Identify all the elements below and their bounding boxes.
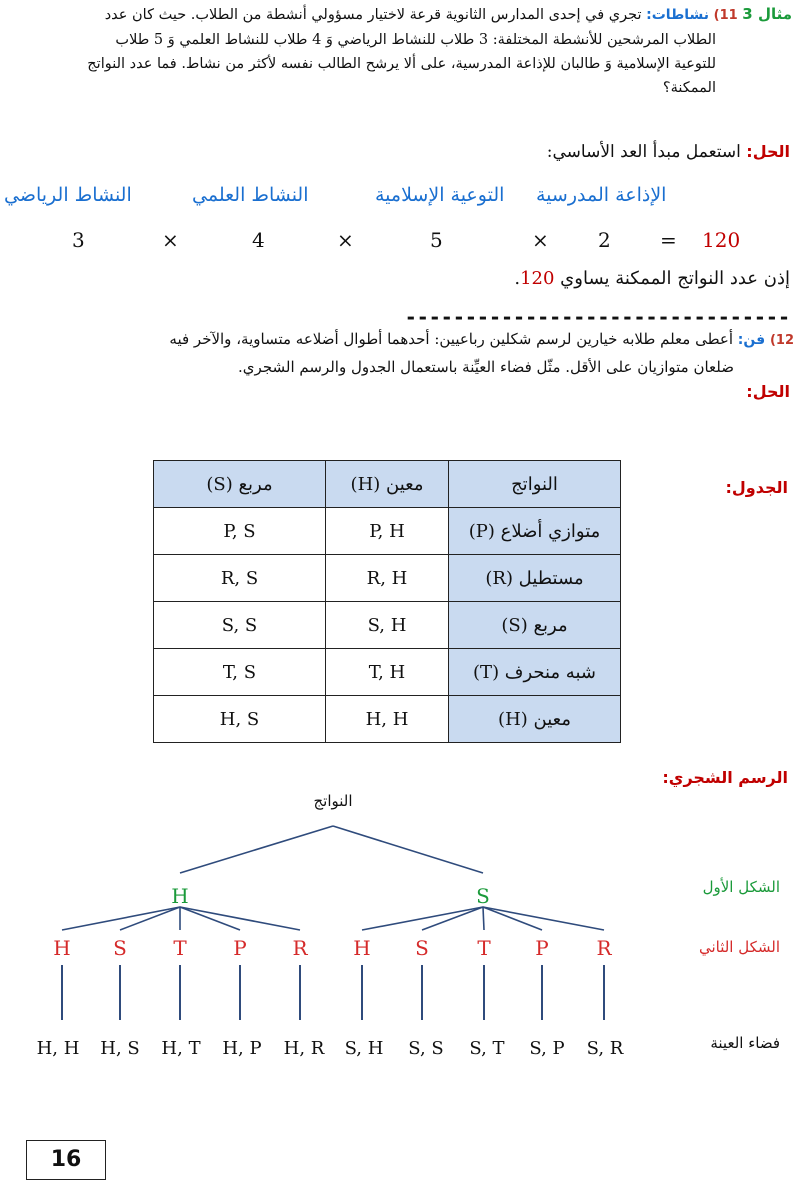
tree-edge (362, 907, 483, 930)
separator: -------------------------------- (404, 305, 790, 329)
table-cell: P, S (154, 508, 326, 555)
tree-node-second: S (113, 936, 127, 960)
tree-root: النواتج (313, 792, 353, 810)
tree-edge (333, 826, 483, 873)
table-cell: H, S (154, 696, 326, 743)
table-header: معين (H) (326, 461, 449, 508)
exercise-number: 12) (769, 333, 794, 348)
category-label: التوعية الإسلامية (375, 184, 505, 206)
table-cell: متوازي أضلاع (P) (449, 508, 621, 555)
tree-edge (180, 826, 333, 873)
table-cell: R, S (154, 555, 326, 602)
first-level-label: الشكل الأول (702, 878, 780, 896)
solution-text: استعمل مبدأ العد الأساسي: (546, 142, 741, 162)
calc-number: 2 (598, 228, 611, 252)
problem-text: للتوعية الإسلامية وَ طالبان للإذاعة المدرسية، على ألا يرشح الطالب نفسه لأكثر من نشاط. فما عدد النواتج (87, 56, 716, 72)
tree-node-second: R (596, 936, 612, 960)
table-header: مربع (S) (154, 461, 326, 508)
category-label: النشاط الرياضي (4, 184, 132, 206)
table-cell: معين (H) (449, 696, 621, 743)
tree-edge (180, 907, 300, 930)
times-sign: × (532, 228, 549, 252)
tree-node-second: T (173, 936, 187, 960)
tree-edge (62, 907, 180, 930)
equals-sign: = (660, 228, 677, 252)
tree-edge (180, 907, 240, 930)
tree-node-second: S (415, 936, 429, 960)
table-cell: شبه منحرف (T) (449, 649, 621, 696)
exercise-topic: فن: (737, 332, 766, 348)
solution-label: الحل: (746, 382, 790, 401)
table-cell: H, H (326, 696, 449, 743)
problem-text: الطلاب المرشحين للأنشطة المختلفة: 3 طلاب للنشاط الرياضي وَ 4 طلاب للنشاط العلمي وَ 5 طلاب (115, 32, 716, 48)
problem-text: أعطى معلم طلابه خيارين لرسم شكلين رباعيين: أحدهما أطوال أضلاعه متساوية، والآخر فيه (169, 330, 734, 348)
calc-number: 5 (430, 228, 443, 252)
table-header: النواتج (449, 461, 621, 508)
calc-result: 120 (702, 228, 741, 252)
tree-node-second: H (53, 936, 71, 960)
result-value: 120 (520, 268, 555, 289)
tree-node-first: S (476, 884, 490, 908)
result-prefix: إذن عدد النواتج الممكنة يساوي (560, 268, 790, 289)
table-cell: T, S (154, 649, 326, 696)
sample-space-label: فضاء العينة (710, 1034, 780, 1052)
table-cell: S, H (326, 602, 449, 649)
tree-node-second: T (477, 936, 491, 960)
problem-text: ضلعان متوازيان على الأقل. مثّل فضاء العيِّنة باستعمال الجدول والرسم الشجري. (238, 358, 734, 376)
sample-outcome: H, R (283, 1038, 325, 1059)
problem-text: تجري في إحدى المدارس الثانوية قرعة لاختيار مسؤولي أنشطة من الطلاب. حيث كان عدد (104, 7, 642, 23)
table-cell: S, S (154, 602, 326, 649)
sample-outcome: S, P (529, 1038, 565, 1059)
sample-outcome: H, H (36, 1038, 80, 1059)
times-sign: × (337, 228, 354, 252)
table-cell: P, H (326, 508, 449, 555)
example-label: مثال 3 (742, 5, 792, 23)
tree-label: الرسم الشجري: (662, 768, 788, 787)
problem-text: الممكنة؟ (662, 80, 716, 96)
sample-outcome: H, P (222, 1038, 262, 1059)
tree-edge (483, 907, 484, 930)
sample-outcome: H, T (161, 1038, 201, 1059)
result-suffix: . (514, 268, 521, 289)
sample-outcome: S, T (469, 1038, 505, 1059)
tree-node-second: R (292, 936, 308, 960)
exercise-topic: نشاطات: (646, 7, 710, 23)
tree-edge (422, 907, 483, 930)
times-sign: × (162, 228, 179, 252)
tree-edge (483, 907, 542, 930)
calc-number: 4 (252, 228, 265, 252)
page-number: 16 (26, 1140, 106, 1180)
tree-node-first: H (171, 884, 189, 908)
tree-node-second: P (535, 936, 549, 960)
tree-node-second: P (233, 936, 247, 960)
calc-number: 3 (72, 228, 85, 252)
sample-outcome: S, S (408, 1038, 444, 1059)
category-label: النشاط العلمي (192, 184, 309, 206)
tree-edge (120, 907, 180, 930)
table-label: الجدول: (725, 478, 788, 497)
table-cell: R, H (326, 555, 449, 602)
tree-edge (483, 907, 604, 930)
sample-outcome: S, H (344, 1038, 384, 1059)
tree-node-second: H (353, 936, 371, 960)
solution-label: الحل: (746, 142, 790, 161)
sample-outcome: H, S (100, 1038, 140, 1059)
table-cell: T, H (326, 649, 449, 696)
exercise-number: 11) (713, 8, 738, 23)
category-label: الإذاعة المدرسية (536, 184, 667, 206)
sample-outcome: S, R (586, 1038, 624, 1059)
table-cell: مستطيل (R) (449, 555, 621, 602)
second-level-label: الشكل الثاني (698, 938, 780, 956)
table-cell: مربع (S) (449, 602, 621, 649)
